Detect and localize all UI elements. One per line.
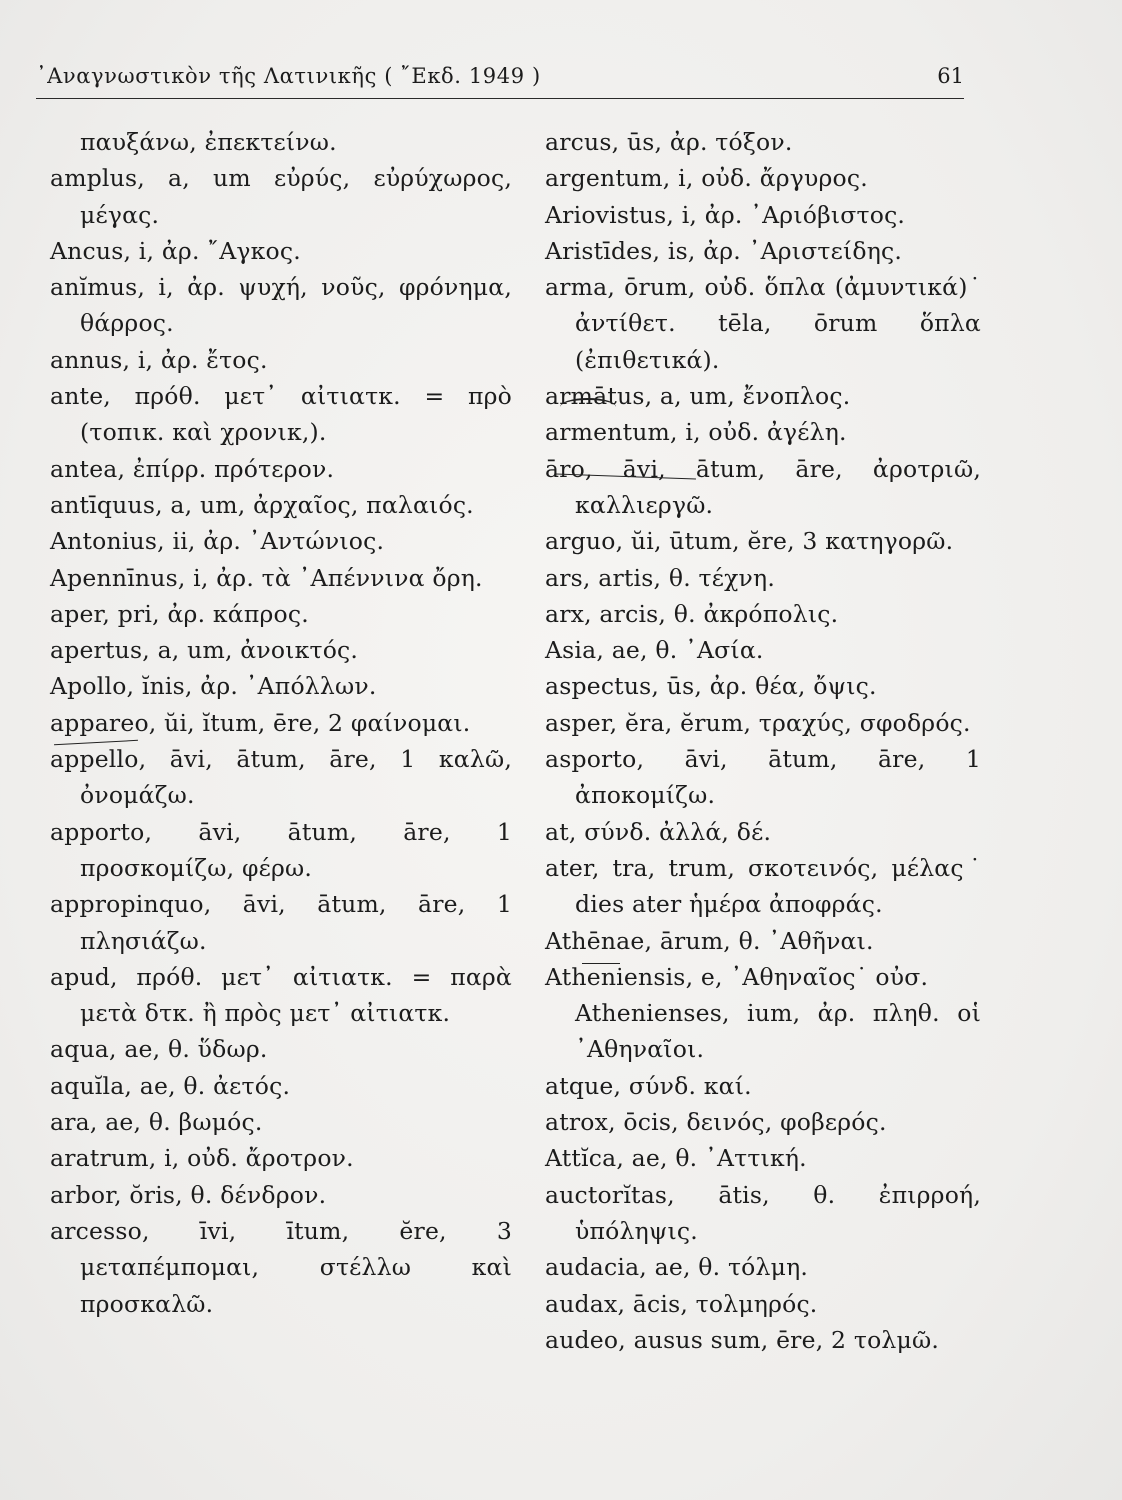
dictionary-entry: ara, ae, θ. βωμός.: [50, 1108, 263, 1137]
dictionary-entry: Ancus, i, ἀρ. ῎Αγκος.: [50, 236, 301, 265]
dictionary-entry: at, σύνδ. ἀλλά, δέ.: [545, 817, 772, 846]
dictionary-entry: appareo, ŭi, ĭtum, ēre, 2 φαίνομαι.: [50, 708, 471, 737]
dictionary-entry: arx, arcis, θ. ἀκρόπολις.: [545, 599, 839, 628]
dictionary-entry: antea, ἐπίρρ. πρότερον.: [50, 454, 335, 483]
dictionary-entry: Ariovistus, i, ἀρ. ᾿Αριόβιστος.: [545, 200, 906, 229]
dictionary-entry: aquĭla, ae, θ. ἀετός.: [50, 1071, 291, 1100]
dictionary-entry: ars, artis, θ. τέχνη.: [545, 563, 775, 592]
dictionary-entry: arcesso, īvi, ītum, ĕre, 3 μεταπέμπομαι, στέλλω καὶ προσκαλῶ.: [50, 1216, 512, 1318]
dictionary-entry: audeo, ausus sum, ēre, 2 τολμῶ.: [545, 1325, 940, 1354]
dictionary-entry: anĭmus, i, ἀρ. ψυχή, νοῦς, φρόνημα, θάρρος.: [50, 273, 512, 338]
dictionary-entry: arbor, ŏris, θ. δένδρον.: [50, 1180, 327, 1209]
dictionary-entry: asporto, āvi, ātum, āre, 1 ἀποκομίζω.: [545, 745, 981, 810]
dictionary-entry: audax, ācis, τολμηρός.: [545, 1289, 818, 1318]
dictionary-entry: Athenienses, ium, ἀρ. πληθ. οἱ ᾿Αθηναῖοι.: [575, 999, 981, 1064]
dictionary-entry: apporto, āvi, ātum, āre, 1 προσκομίζω, φέρω.: [50, 817, 512, 882]
dictionary-entry: παυξάνω, ἐπεκτείνω.: [80, 128, 337, 156]
dictionary-entry: apertus, a, um, ἀνοικτός.: [50, 636, 359, 665]
dictionary-entry: Atheniensis, e, ᾿Αθηναῖος˙ οὐσ.: [545, 962, 929, 991]
dictionary-entry: Apennīnus, i, ἀρ. τὰ ᾿Απέννινα ὄρη.: [50, 563, 483, 592]
dictionary-entry: apud, πρόθ. μετ᾿ αἰτιατκ. = παρὰ μετὰ δτκ. ἢ πρὸς μετ᾿ αἰτιατκ.: [50, 962, 512, 1028]
dictionary-entry: Attĭca, ae, θ. ᾿Αττική.: [545, 1144, 807, 1173]
dictionary-entry: atque, σύνδ. καί.: [545, 1071, 752, 1100]
dictionary-entry: āro, āvi, ātum, āre, ἀροτριῶ, καλλιεργῶ.: [545, 454, 981, 519]
dictionary-entry: arma, ōrum, οὐδ. ὅπλα (ἀμυντικά)˙ ἀντίθετ. tēla, ōrum ὅπλα (ἐπιθετικά).: [545, 273, 981, 374]
dictionary-entry: ater, tra, trum, σκοτεινός, μέλας˙ dies ater ἡμέρα ἀποφράς.: [545, 853, 981, 919]
dictionary-entry: aper, pri, ἀρ. κάπρος.: [50, 599, 309, 628]
dictionary-entry: arcus, ūs, ἀρ. τόξον.: [545, 128, 793, 156]
dictionary-entry: ante, πρόθ. μετ᾿ αἰτιατκ. = πρὸ (τοπικ. καὶ χρονικ,).: [50, 382, 512, 447]
dictionary-entry: atrox, ōcis, δεινός, φοβερός.: [545, 1108, 887, 1137]
dictionary-entry: armentum, i, οὐδ. ἀγέλη.: [545, 418, 847, 447]
dictionary-entry: Asia, ae, θ. ᾿Ασία.: [545, 636, 764, 665]
dictionary-entry: auctorĭtas, ātis, θ. ἐπιρροή, ὑπόληψις.: [545, 1180, 981, 1245]
dictionary-entry: appello, āvi, ātum, āre, 1 καλῶ, ὀνομάζω.: [50, 745, 512, 810]
right-column: [545, 124, 981, 1358]
dictionary-entry: amplus, a, um εὐρύς, εὐρύχωρος, μέγας.: [50, 164, 512, 229]
dictionary-entry: Aristīdes, is, ἀρ. ᾿Αριστείδης.: [545, 236, 903, 265]
dictionary-entry: Antonius, ii, ἀρ. ᾿Αντώνιος.: [50, 527, 385, 556]
pen-arc-armentum: [560, 398, 616, 416]
page-header: [36, 58, 964, 99]
left-column: [50, 124, 512, 1322]
dictionary-entry: annus, i, ἀρ. ἔτος.: [50, 345, 268, 374]
running-title: ᾿Αναγνωστικὸν τῆς Λατινικῆς ( ῎Εκδ. 1949 ): [36, 64, 541, 88]
dictionary-entry: asper, ĕra, ĕrum, τραχύς, σφοδρός.: [545, 708, 971, 737]
page-number: 61: [937, 64, 964, 88]
dictionary-entry: aratrum, i, οὐδ. ἄροτρον.: [50, 1144, 354, 1173]
dictionary-entry: arguo, ŭi, ūtum, ĕre, 3 κατηγορῶ.: [545, 527, 954, 556]
pen-underline-athenae: [582, 963, 620, 964]
dictionary-entry: audacia, ae, θ. τόλμη.: [545, 1253, 809, 1282]
dictionary-entry: aspectus, ūs, ἀρ. θέα, ὄψις.: [545, 672, 877, 701]
dictionary-entry: Apollo, ĭnis, ἀρ. ᾿Απόλλων.: [50, 672, 377, 701]
dictionary-entry: argentum, i, οὐδ. ἄργυρος.: [545, 164, 868, 193]
dictionary-entry: antīquus, a, um, ἀρχαῖος, παλαιός.: [50, 490, 474, 519]
dictionary-entry: armātus, a, um, ἔνοπλος.: [545, 382, 851, 411]
dictionary-entry: appropinquo, āvi, ātum, āre, 1 πλησιάζω.: [50, 890, 512, 955]
dictionary-entry: Athēnae, ārum, θ. ᾿Αθῆναι.: [545, 926, 874, 955]
dictionary-entry: aqua, ae, θ. ὕδωρ.: [50, 1035, 268, 1064]
